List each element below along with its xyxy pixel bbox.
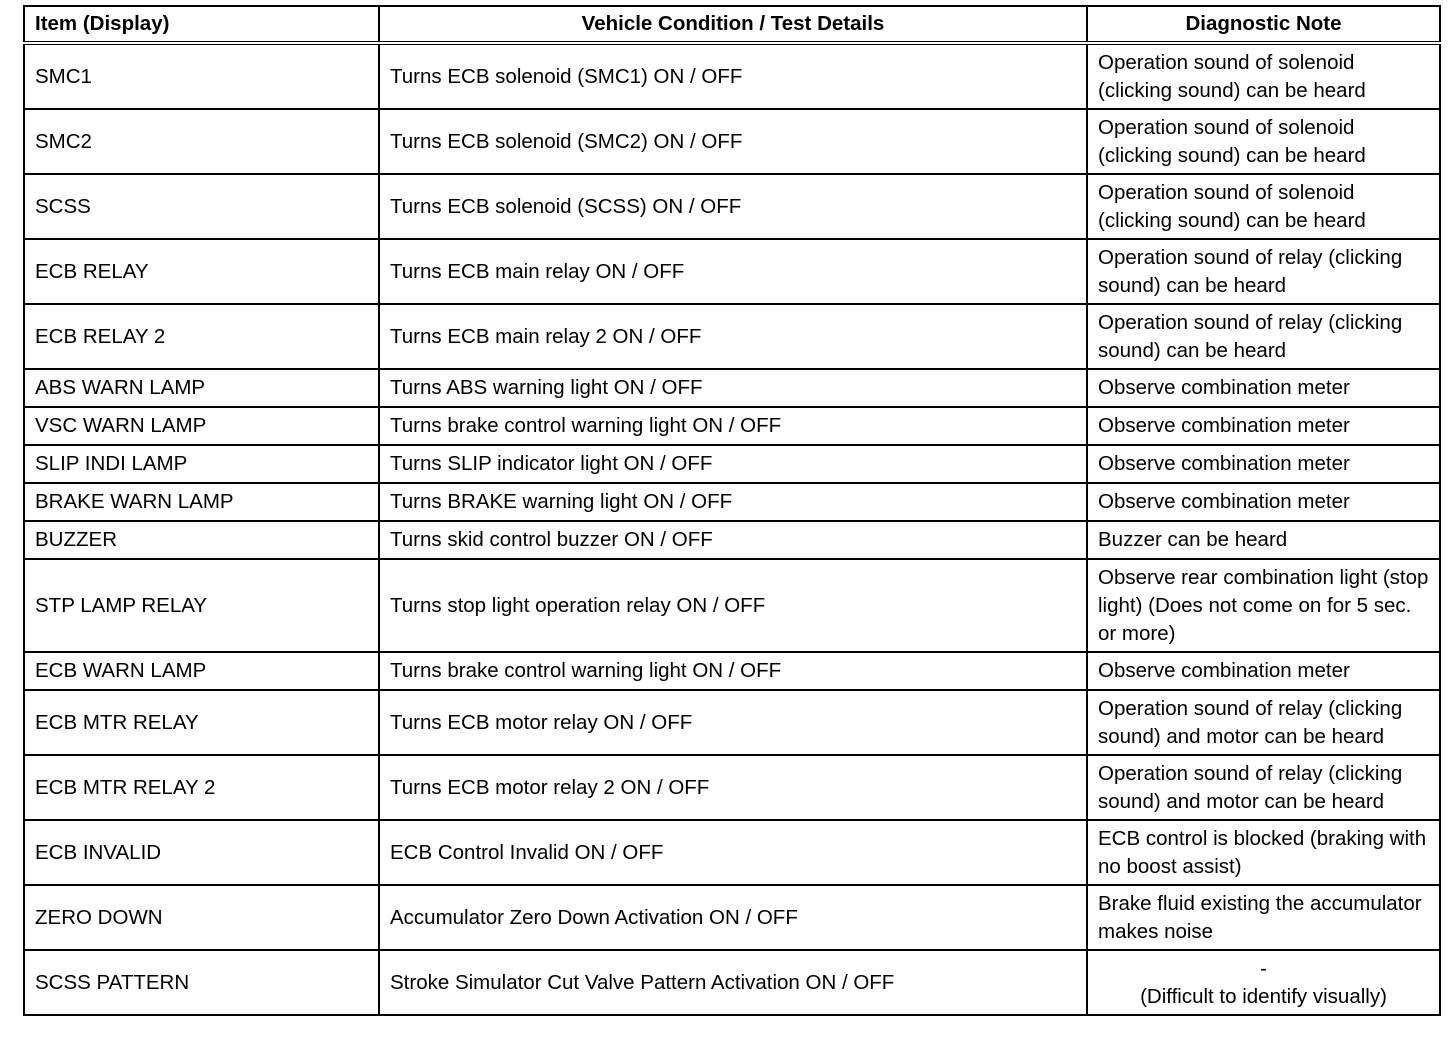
item-cell: SLIP INDI LAMP [24,445,379,483]
item-cell: ECB MTR RELAY 2 [24,755,379,820]
condition-cell: Turns BRAKE warning light ON / OFF [379,483,1087,521]
table-row [24,304,1440,369]
condition-cell: ECB Control Invalid ON / OFF [379,820,1087,885]
table-row [24,521,1440,559]
condition-cell: Turns brake control warning light ON / OFF [379,652,1087,690]
note-cell: Buzzer can be heard [1087,521,1440,559]
table-row [24,652,1440,690]
condition-cell: Turns ECB solenoid (SCSS) ON / OFF [379,174,1087,239]
item-cell: SMC1 [24,43,379,109]
condition-cell: Turns ABS warning light ON / OFF [379,369,1087,407]
item-cell: ZERO DOWN [24,885,379,950]
table-row [24,483,1440,521]
table-row [24,407,1440,445]
condition-cell: Turns stop light operation relay ON / OFF [379,559,1087,652]
column-header-note: Diagnostic Note [1087,6,1440,43]
note-cell: Observe combination meter [1087,652,1440,690]
note-cell: Operation sound of solenoid (clicking sound) can be heard [1087,43,1440,109]
note-cell [1087,950,1440,1015]
table-row [24,690,1440,755]
header-row [24,6,1440,43]
note-cell: Operation sound of relay (clicking sound) and motor can be heard [1087,690,1440,755]
condition-cell: Turns brake control warning light ON / OFF [379,407,1087,445]
note-cell: Observe combination meter [1087,483,1440,521]
column-header-item: Item (Display) [24,6,379,43]
item-cell: SMC2 [24,109,379,174]
note-text: (Difficult to identify visually) [1140,984,1387,1008]
table-row [24,174,1440,239]
note-cell: Observe combination meter [1087,369,1440,407]
note-cell: Brake fluid existing the accumulator makes noise [1087,885,1440,950]
condition-cell: Turns SLIP indicator light ON / OFF [379,445,1087,483]
table-row [24,559,1440,652]
note-cell: Operation sound of relay (clicking sound) can be heard [1087,239,1440,304]
table-row [24,445,1440,483]
diagnostic-table [23,5,1441,1016]
condition-cell: Accumulator Zero Down Activation ON / OFF [379,885,1087,950]
note-cell: Operation sound of solenoid (clicking sound) can be heard [1087,174,1440,239]
condition-cell: Stroke Simulator Cut Valve Pattern Activation ON / OFF [379,950,1087,1015]
note-cell: ECB control is blocked (braking with no boost assist) [1087,820,1440,885]
item-cell: STP LAMP RELAY [24,559,379,652]
item-cell: SCSS PATTERN [24,950,379,1015]
table-row [24,820,1440,885]
item-cell: BRAKE WARN LAMP [24,483,379,521]
note-cell: Observe combination meter [1087,445,1440,483]
table-row [24,369,1440,407]
item-cell: BUZZER [24,521,379,559]
condition-cell: Turns skid control buzzer ON / OFF [379,521,1087,559]
table-row [24,109,1440,174]
note-cell: Observe rear combination light (stop light) (Does not come on for 5 sec. or more) [1087,559,1440,652]
item-cell: ECB INVALID [24,820,379,885]
column-header-condition: Vehicle Condition / Test Details [379,6,1087,43]
note-cell: Operation sound of relay (clicking sound) can be heard [1087,304,1440,369]
condition-cell: Turns ECB motor relay 2 ON / OFF [379,755,1087,820]
table-row [24,755,1440,820]
note-cell: Operation sound of solenoid (clicking sound) can be heard [1087,109,1440,174]
item-cell: ECB RELAY 2 [24,304,379,369]
item-cell: ECB WARN LAMP [24,652,379,690]
condition-cell: Turns ECB main relay 2 ON / OFF [379,304,1087,369]
table-row [24,239,1440,304]
condition-cell: Turns ECB main relay ON / OFF [379,239,1087,304]
note-cell: Operation sound of relay (clicking sound) and motor can be heard [1087,755,1440,820]
note-cell: Observe combination meter [1087,407,1440,445]
condition-cell: Turns ECB solenoid (SMC1) ON / OFF [379,43,1087,109]
table-row [24,43,1440,109]
table-row [24,885,1440,950]
item-cell: SCSS [24,174,379,239]
item-cell: VSC WARN LAMP [24,407,379,445]
table-row [24,950,1440,1015]
item-cell: ECB MTR RELAY [24,690,379,755]
item-cell: ABS WARN LAMP [24,369,379,407]
condition-cell: Turns ECB solenoid (SMC2) ON / OFF [379,109,1087,174]
item-cell: ECB RELAY [24,239,379,304]
note-dash: - [1260,956,1267,980]
condition-cell: Turns ECB motor relay ON / OFF [379,690,1087,755]
